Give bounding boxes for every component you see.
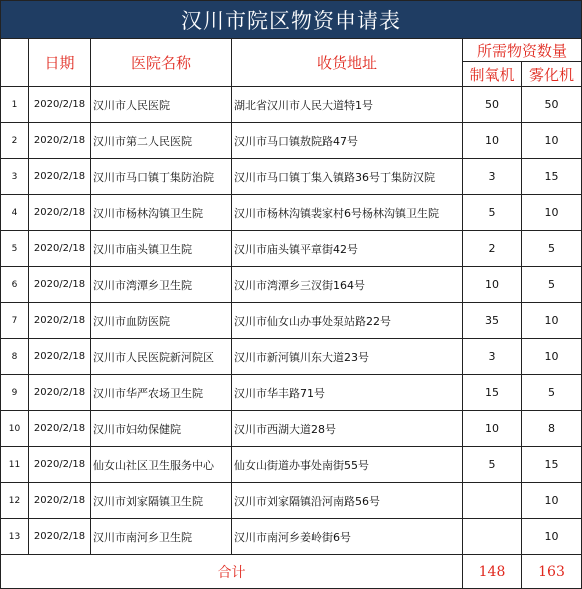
- address-cell[interactable]: 汉川市西湖大道28号: [232, 411, 463, 447]
- table-row: [1, 123, 582, 159]
- row-index-cell[interactable]: 13: [1, 519, 29, 555]
- oxygen-qty-cell[interactable]: 2: [463, 231, 522, 267]
- hospital-name-cell[interactable]: 汉川市刘家隔镇卫生院: [91, 483, 232, 519]
- hospital-name-cell[interactable]: 汉川市血防医院: [91, 303, 232, 339]
- header-index-cell[interactable]: [1, 39, 29, 87]
- oxygen-qty-cell[interactable]: 10: [463, 123, 522, 159]
- hospital-name-cell[interactable]: 汉川市华严农场卫生院: [91, 375, 232, 411]
- header-nebulizer[interactable]: 雾化机: [522, 62, 582, 87]
- date-cell[interactable]: 2020/2/18: [29, 303, 91, 339]
- date-cell[interactable]: 2020/2/18: [29, 339, 91, 375]
- nebulizer-qty-cell[interactable]: 5: [522, 231, 582, 267]
- address-cell[interactable]: 汉川市湾潭乡三汊街164号: [232, 267, 463, 303]
- oxygen-qty-cell[interactable]: 5: [463, 195, 522, 231]
- table-row: [1, 339, 582, 375]
- table-row: [1, 159, 582, 195]
- row-index-cell[interactable]: 10: [1, 411, 29, 447]
- address-cell[interactable]: 汉川市华丰路71号: [232, 375, 463, 411]
- row-index-cell[interactable]: 8: [1, 339, 29, 375]
- hospital-name-cell[interactable]: 汉川市南河乡卫生院: [91, 519, 232, 555]
- table-row: [1, 447, 582, 483]
- oxygen-qty-cell[interactable]: 50: [463, 87, 522, 123]
- total-row: [1, 555, 582, 589]
- date-cell[interactable]: 2020/2/18: [29, 483, 91, 519]
- header-row: [1, 39, 582, 62]
- table-row: [1, 303, 582, 339]
- address-cell[interactable]: 汉川市南河乡姜岭街6号: [232, 519, 463, 555]
- date-cell[interactable]: 2020/2/18: [29, 123, 91, 159]
- hospital-name-cell[interactable]: 汉川市妇幼保健院: [91, 411, 232, 447]
- oxygen-qty-cell[interactable]: 5: [463, 447, 522, 483]
- oxygen-qty-cell[interactable]: 10: [463, 411, 522, 447]
- row-index-cell[interactable]: 9: [1, 375, 29, 411]
- sheet-title[interactable]: 汉川市院区物资申请表: [1, 1, 582, 39]
- total-oxygen[interactable]: 148: [463, 555, 522, 589]
- header-hospital[interactable]: 医院名称: [91, 39, 232, 87]
- nebulizer-qty-cell[interactable]: 15: [522, 159, 582, 195]
- row-index-cell[interactable]: 4: [1, 195, 29, 231]
- address-cell[interactable]: 汉川市仙女山办事处泵站路22号: [232, 303, 463, 339]
- nebulizer-qty-cell[interactable]: 5: [522, 267, 582, 303]
- hospital-name-cell[interactable]: 汉川市第二人民医院: [91, 123, 232, 159]
- address-cell[interactable]: 汉川市刘家隔镇沿河南路56号: [232, 483, 463, 519]
- date-cell[interactable]: 2020/2/18: [29, 159, 91, 195]
- nebulizer-qty-cell[interactable]: 5: [522, 375, 582, 411]
- date-cell[interactable]: 2020/2/18: [29, 87, 91, 123]
- address-cell[interactable]: 汉川市马口镇敖院路47号: [232, 123, 463, 159]
- row-index-cell[interactable]: 12: [1, 483, 29, 519]
- header-address[interactable]: 收货地址: [232, 39, 463, 87]
- date-cell[interactable]: 2020/2/18: [29, 519, 91, 555]
- oxygen-qty-cell[interactable]: 10: [463, 267, 522, 303]
- oxygen-qty-cell[interactable]: [463, 483, 522, 519]
- address-cell[interactable]: 汉川市马口镇丁集入镇路36号丁集防汉院: [232, 159, 463, 195]
- hospital-name-cell[interactable]: 汉川市庙头镇卫生院: [91, 231, 232, 267]
- oxygen-qty-cell[interactable]: 3: [463, 159, 522, 195]
- title-row: [1, 1, 582, 39]
- table-row: [1, 87, 582, 123]
- table-row: [1, 519, 582, 555]
- address-cell[interactable]: 汉川市新河镇川东大道23号: [232, 339, 463, 375]
- address-cell[interactable]: 湖北省汉川市人民大道特1号: [232, 87, 463, 123]
- oxygen-qty-cell[interactable]: 3: [463, 339, 522, 375]
- address-cell[interactable]: 仙女山街道办事处南街55号: [232, 447, 463, 483]
- row-index-cell[interactable]: 1: [1, 87, 29, 123]
- nebulizer-qty-cell[interactable]: 10: [522, 339, 582, 375]
- nebulizer-qty-cell[interactable]: 10: [522, 519, 582, 555]
- table-row: [1, 267, 582, 303]
- nebulizer-qty-cell[interactable]: 10: [522, 483, 582, 519]
- header-date[interactable]: 日期: [29, 39, 91, 87]
- row-index-cell[interactable]: 11: [1, 447, 29, 483]
- nebulizer-qty-cell[interactable]: 8: [522, 411, 582, 447]
- table-row: [1, 375, 582, 411]
- hospital-name-cell[interactable]: 汉川市马口镇丁集防治院: [91, 159, 232, 195]
- nebulizer-qty-cell[interactable]: 10: [522, 195, 582, 231]
- hospital-name-cell[interactable]: 汉川市湾潭乡卫生院: [91, 267, 232, 303]
- nebulizer-qty-cell[interactable]: 15: [522, 447, 582, 483]
- row-index-cell[interactable]: 2: [1, 123, 29, 159]
- hospital-name-cell[interactable]: 汉川市人民医院: [91, 87, 232, 123]
- total-nebulizer[interactable]: 163: [522, 555, 582, 589]
- table-row: [1, 483, 582, 519]
- row-index-cell[interactable]: 6: [1, 267, 29, 303]
- nebulizer-qty-cell[interactable]: 10: [522, 123, 582, 159]
- date-cell[interactable]: 2020/2/18: [29, 195, 91, 231]
- oxygen-qty-cell[interactable]: 15: [463, 375, 522, 411]
- row-index-cell[interactable]: 7: [1, 303, 29, 339]
- hospital-name-cell[interactable]: 仙女山社区卫生服务中心: [91, 447, 232, 483]
- table-row: [1, 195, 582, 231]
- address-cell[interactable]: 汉川市杨林沟镇裴家村6号杨林沟镇卫生院: [232, 195, 463, 231]
- date-cell[interactable]: 2020/2/18: [29, 231, 91, 267]
- row-index-cell[interactable]: 5: [1, 231, 29, 267]
- address-cell[interactable]: 汉川市庙头镇平章街42号: [232, 231, 463, 267]
- hospital-name-cell[interactable]: 汉川市杨林沟镇卫生院: [91, 195, 232, 231]
- date-cell[interactable]: 2020/2/18: [29, 375, 91, 411]
- total-label[interactable]: 合计: [1, 555, 463, 589]
- table-row: [1, 411, 582, 447]
- date-cell[interactable]: 2020/2/18: [29, 411, 91, 447]
- row-index-cell[interactable]: 3: [1, 159, 29, 195]
- nebulizer-qty-cell[interactable]: 50: [522, 87, 582, 123]
- oxygen-qty-cell[interactable]: [463, 519, 522, 555]
- hospital-name-cell[interactable]: 汉川市人民医院新河院区: [91, 339, 232, 375]
- table-row: [1, 231, 582, 267]
- date-cell[interactable]: 2020/2/18: [29, 447, 91, 483]
- oxygen-qty-cell[interactable]: 35: [463, 303, 522, 339]
- nebulizer-qty-cell[interactable]: 10: [522, 303, 582, 339]
- header-oxygen[interactable]: 制氧机: [463, 62, 522, 87]
- date-cell[interactable]: 2020/2/18: [29, 267, 91, 303]
- header-supplies-group[interactable]: 所需物资数量: [463, 39, 582, 62]
